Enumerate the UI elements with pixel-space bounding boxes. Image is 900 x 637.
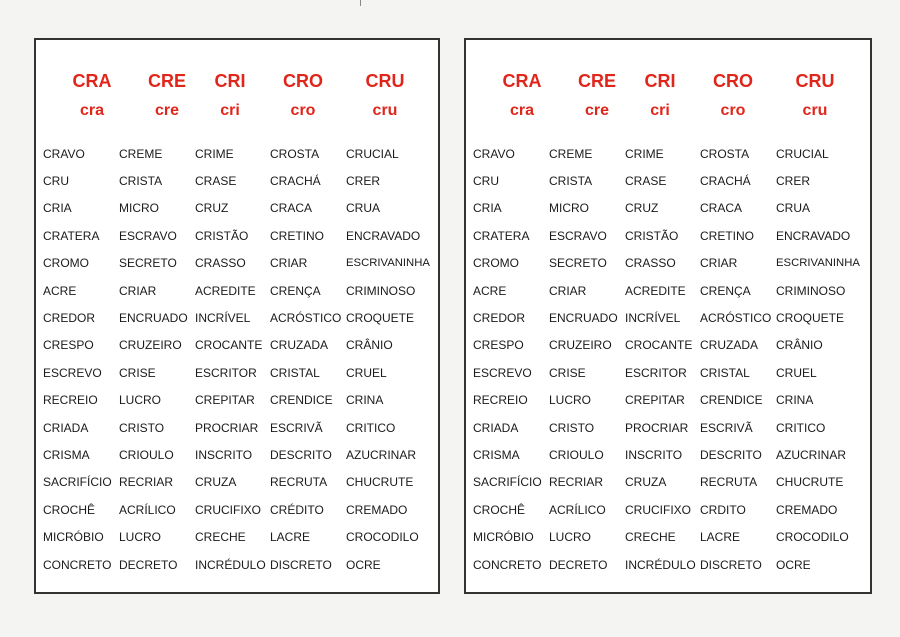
word-cell: AZUCRINAR <box>346 447 417 462</box>
word-cell: CRIADA <box>473 420 519 435</box>
word-cell: CRUZADA <box>270 338 329 353</box>
word-cell: CROQUETE <box>346 311 415 326</box>
word-row <box>473 469 866 496</box>
word-cell: CRISTAL <box>270 365 320 380</box>
word-cell: INSCRITO <box>195 447 253 462</box>
word-cell: OCRE <box>776 557 811 572</box>
word-cell: CRACA <box>270 201 313 216</box>
word-cell: RECRIAR <box>549 475 604 490</box>
word-cell: CRIAR <box>549 283 587 298</box>
word-cell: OCRE <box>346 557 381 572</box>
word-cell: CRENDICE <box>270 393 333 408</box>
word-cell: PROCRIAR <box>195 420 259 435</box>
word-cell: CRESPO <box>43 338 94 353</box>
header-lower: cre <box>154 102 180 119</box>
word-cell: CRUCIAL <box>346 146 399 161</box>
word-grid <box>43 140 434 578</box>
word-cell: CRÂNIO <box>776 338 823 353</box>
word-cell: RECREIO <box>473 393 528 408</box>
word-cell: SECRETO <box>119 256 177 271</box>
word-cell: LUCRO <box>549 393 592 408</box>
word-cell: CRISTA <box>119 174 163 189</box>
word-cell: CRUZEIRO <box>549 338 612 353</box>
word-cell: ESCRAVO <box>549 228 607 243</box>
word-cell: ESCRITOR <box>195 365 257 380</box>
header-lower: cri <box>650 102 670 119</box>
word-cell: ESCRIVANINHA <box>346 257 430 270</box>
word-cell: LACRE <box>700 530 741 545</box>
word-cell: CRUZADA <box>700 338 759 353</box>
scan-mark <box>360 0 365 6</box>
word-cell: CRECHE <box>625 530 676 545</box>
header-upper: CRO <box>713 71 753 91</box>
word-cell: RECRIAR <box>119 475 174 490</box>
word-cell: SECRETO <box>549 256 607 271</box>
word-cell: ACRÓSTICO <box>270 311 342 326</box>
word-cell: CREMADO <box>346 502 408 517</box>
word-cell: CREMADO <box>776 502 838 517</box>
word-cell: CRACHÁ <box>700 174 751 189</box>
header-lower: cro <box>290 102 316 119</box>
word-cell: CRIADA <box>43 420 89 435</box>
word-cell: CRIAR <box>700 256 738 271</box>
word-cell: CRIA <box>473 201 502 216</box>
word-cell: DECRETO <box>119 557 178 572</box>
word-cell: ACRE <box>473 283 507 298</box>
word-cell: CREPITAR <box>195 393 255 408</box>
right-word-card <box>464 38 872 594</box>
header-col-5 <box>347 70 423 122</box>
word-row <box>43 469 434 496</box>
word-cell: CRIAR <box>270 256 308 271</box>
word-cell: CROMO <box>473 256 519 271</box>
header-upper: CRA <box>502 71 542 91</box>
word-cell: MICRO <box>549 201 589 216</box>
word-row <box>43 387 434 414</box>
word-row <box>43 222 434 249</box>
word-cell: ACREDITE <box>195 283 256 298</box>
word-cell: INCRÍVEL <box>195 311 251 326</box>
header-col-1 <box>54 70 130 122</box>
word-row <box>43 277 434 304</box>
syllable-headers <box>36 70 438 130</box>
syllable-headers <box>466 70 870 130</box>
word-cell: CRENÇA <box>700 283 751 298</box>
word-cell: CRISTO <box>119 420 165 435</box>
word-cell: ESCRAVO <box>119 228 177 243</box>
word-cell: CRINA <box>776 393 814 408</box>
word-cell: CRUZ <box>625 201 659 216</box>
word-cell: ESCRITOR <box>625 365 687 380</box>
word-cell: CRDITO <box>700 502 746 517</box>
word-cell: DESCRITO <box>270 447 332 462</box>
header-col-3 <box>192 70 268 122</box>
header-lower: cra <box>79 102 105 119</box>
word-cell: ACRÓSTICO <box>700 311 772 326</box>
word-cell: CRAVO <box>473 146 515 161</box>
word-row <box>473 167 866 194</box>
word-cell: CROCODILO <box>346 530 419 545</box>
word-cell: ESCREVO <box>43 365 102 380</box>
word-cell: DISCRETO <box>700 557 762 572</box>
word-cell: CRAVO <box>43 146 85 161</box>
word-cell: CROCANTE <box>625 338 693 353</box>
word-cell: DESCRITO <box>700 447 762 462</box>
word-cell: CROSTA <box>270 146 320 161</box>
word-cell: CRISMA <box>43 447 90 462</box>
word-cell: CRISE <box>549 365 586 380</box>
header-upper: CRE <box>577 71 616 91</box>
word-cell: CRER <box>776 174 811 189</box>
left-word-card <box>34 38 440 594</box>
word-cell: LUCRO <box>119 530 162 545</box>
header-upper: CRO <box>283 71 323 91</box>
word-cell: CRIMINOSO <box>776 283 846 298</box>
word-row <box>43 359 434 386</box>
word-cell: ESCRIVÃ <box>700 420 753 435</box>
header-lower: cri <box>220 102 240 119</box>
header-col-1 <box>484 70 560 122</box>
header-upper: CRI <box>214 71 246 91</box>
word-cell: CHUCRUTE <box>776 475 844 490</box>
word-cell: SACRIFÍCIO <box>43 475 112 490</box>
word-cell: ESCREVO <box>473 365 532 380</box>
word-row <box>473 359 866 386</box>
word-cell: CROCODILO <box>776 530 849 545</box>
word-cell: CREPITAR <box>625 393 685 408</box>
word-cell: CRASSO <box>625 256 676 271</box>
word-row <box>43 414 434 441</box>
word-cell: CRENÇA <box>270 283 321 298</box>
word-cell: CRUEL <box>346 365 387 380</box>
word-cell: CRETINO <box>700 228 754 243</box>
word-cell: CRIOULO <box>549 447 604 462</box>
word-row <box>43 441 434 468</box>
word-cell: CRIAR <box>119 283 157 298</box>
word-cell: CRASE <box>195 174 237 189</box>
word-cell: CRATERA <box>43 228 100 243</box>
word-cell: CROSTA <box>700 146 750 161</box>
header-upper: CRA <box>72 71 112 91</box>
word-row <box>473 195 866 222</box>
word-cell: INCRÉDULO <box>195 557 266 572</box>
word-cell: ACREDITE <box>625 283 686 298</box>
word-cell: CRUZEIRO <box>119 338 182 353</box>
word-row <box>473 304 866 331</box>
word-grid <box>473 140 866 578</box>
word-cell: CRUZA <box>195 475 237 490</box>
word-cell: LUCRO <box>119 393 162 408</box>
word-cell: CREME <box>549 146 593 161</box>
word-cell: CRISTO <box>549 420 595 435</box>
word-row <box>473 140 866 167</box>
word-cell: CRUA <box>346 201 381 216</box>
word-row <box>473 496 866 523</box>
word-row <box>43 304 434 331</box>
header-lower: cro <box>720 102 746 119</box>
word-cell: CRATERA <box>473 228 530 243</box>
word-cell: CRISTÃO <box>195 228 249 243</box>
word-cell: CRISTA <box>549 174 593 189</box>
header-lower: cru <box>802 102 828 119</box>
word-cell: ACRÍLICO <box>119 502 176 517</box>
word-cell: CROCANTE <box>195 338 263 353</box>
header-upper: CRU <box>365 71 405 91</box>
header-upper: CRI <box>644 71 676 91</box>
word-cell: CRU <box>473 174 499 189</box>
word-cell: CRUCIFIXO <box>625 502 691 517</box>
word-cell: CRUEL <box>776 365 817 380</box>
word-row <box>473 277 866 304</box>
word-cell: CROCHÊ <box>43 502 96 517</box>
word-cell: CREDOR <box>43 311 96 326</box>
word-cell: CROMO <box>43 256 89 271</box>
word-cell: CRESPO <box>473 338 524 353</box>
word-cell: CRITICO <box>776 420 826 435</box>
word-cell: CROCHÊ <box>473 502 526 517</box>
word-cell: CREME <box>119 146 163 161</box>
word-cell: RECREIO <box>43 393 98 408</box>
word-row <box>473 332 866 359</box>
word-cell: CRUCIAL <box>776 146 829 161</box>
word-cell: LUCRO <box>549 530 592 545</box>
word-cell: CRISMA <box>473 447 520 462</box>
word-cell: CRIME <box>195 146 234 161</box>
word-cell: CRUA <box>776 201 811 216</box>
word-row <box>43 140 434 167</box>
word-cell: ENCRAVADO <box>346 228 421 243</box>
word-cell: RECRUTA <box>700 475 758 490</box>
word-cell: CRIMINOSO <box>346 283 416 298</box>
word-row <box>43 195 434 222</box>
word-cell: ESCRIVÃ <box>270 420 323 435</box>
word-cell: CRISTAL <box>700 365 750 380</box>
header-col-4 <box>265 70 341 122</box>
word-row <box>43 551 434 578</box>
word-row <box>43 496 434 523</box>
word-cell: ACRÍLICO <box>549 502 606 517</box>
word-row <box>473 414 866 441</box>
header-col-3 <box>622 70 698 122</box>
word-cell: DECRETO <box>549 557 608 572</box>
header-lower: cru <box>372 102 398 119</box>
word-cell: CRINA <box>346 393 384 408</box>
word-cell: ENCRUADO <box>119 311 188 326</box>
word-cell: RECRUTA <box>270 475 328 490</box>
header-upper: CRE <box>147 71 186 91</box>
word-cell: CRUZ <box>195 201 229 216</box>
word-cell: CHUCRUTE <box>346 475 414 490</box>
word-cell: CRECHE <box>195 530 246 545</box>
word-row <box>43 250 434 277</box>
word-cell: CONCRETO <box>473 557 542 572</box>
word-cell: CRUZA <box>625 475 667 490</box>
word-cell: CRASE <box>625 174 667 189</box>
word-cell: CRÉDITO <box>270 502 324 517</box>
word-cell: MICRÓBIO <box>473 530 534 545</box>
word-cell: CRISTÃO <box>625 228 679 243</box>
word-cell: LACRE <box>270 530 311 545</box>
word-row <box>473 222 866 249</box>
word-cell: CRISE <box>119 365 156 380</box>
word-row <box>473 250 866 277</box>
word-row <box>473 387 866 414</box>
word-cell: ENCRUADO <box>549 311 618 326</box>
word-cell: INSCRITO <box>625 447 683 462</box>
word-row <box>473 523 866 550</box>
word-cell: MICRÓBIO <box>43 530 104 545</box>
word-cell: CRACA <box>700 201 743 216</box>
word-cell: CRUCIFIXO <box>195 502 261 517</box>
header-lower: cra <box>509 102 535 119</box>
word-cell: AZUCRINAR <box>776 447 847 462</box>
word-cell: CROQUETE <box>776 311 845 326</box>
word-cell: DISCRETO <box>270 557 332 572</box>
word-row <box>473 441 866 468</box>
word-cell: CRER <box>346 174 381 189</box>
word-cell: ACRE <box>43 283 77 298</box>
word-row <box>43 167 434 194</box>
word-cell: ENCRAVADO <box>776 228 851 243</box>
word-cell: CONCRETO <box>43 557 112 572</box>
word-row <box>473 551 866 578</box>
word-cell: CRETINO <box>270 228 324 243</box>
word-cell: CRENDICE <box>700 393 763 408</box>
header-upper: CRU <box>795 71 835 91</box>
header-lower: cre <box>584 102 610 119</box>
word-cell: INCRÉDULO <box>625 557 696 572</box>
word-cell: CRITICO <box>346 420 396 435</box>
word-cell: CRU <box>43 174 69 189</box>
word-row <box>43 332 434 359</box>
word-cell: ESCRIVANINHA <box>776 257 860 270</box>
word-cell: MICRO <box>119 201 159 216</box>
word-cell: INCRÍVEL <box>625 311 681 326</box>
word-row <box>43 523 434 550</box>
word-cell: CRIME <box>625 146 664 161</box>
word-cell: CRÂNIO <box>346 338 393 353</box>
header-col-4 <box>695 70 771 122</box>
word-cell: CRACHÁ <box>270 174 321 189</box>
word-cell: SACRIFÍCIO <box>473 475 542 490</box>
word-cell: CRIA <box>43 201 72 216</box>
word-cell: CREDOR <box>473 311 526 326</box>
word-cell: PROCRIAR <box>625 420 689 435</box>
word-cell: CRASSO <box>195 256 246 271</box>
header-col-5 <box>777 70 853 122</box>
word-cell: CRIOULO <box>119 447 174 462</box>
